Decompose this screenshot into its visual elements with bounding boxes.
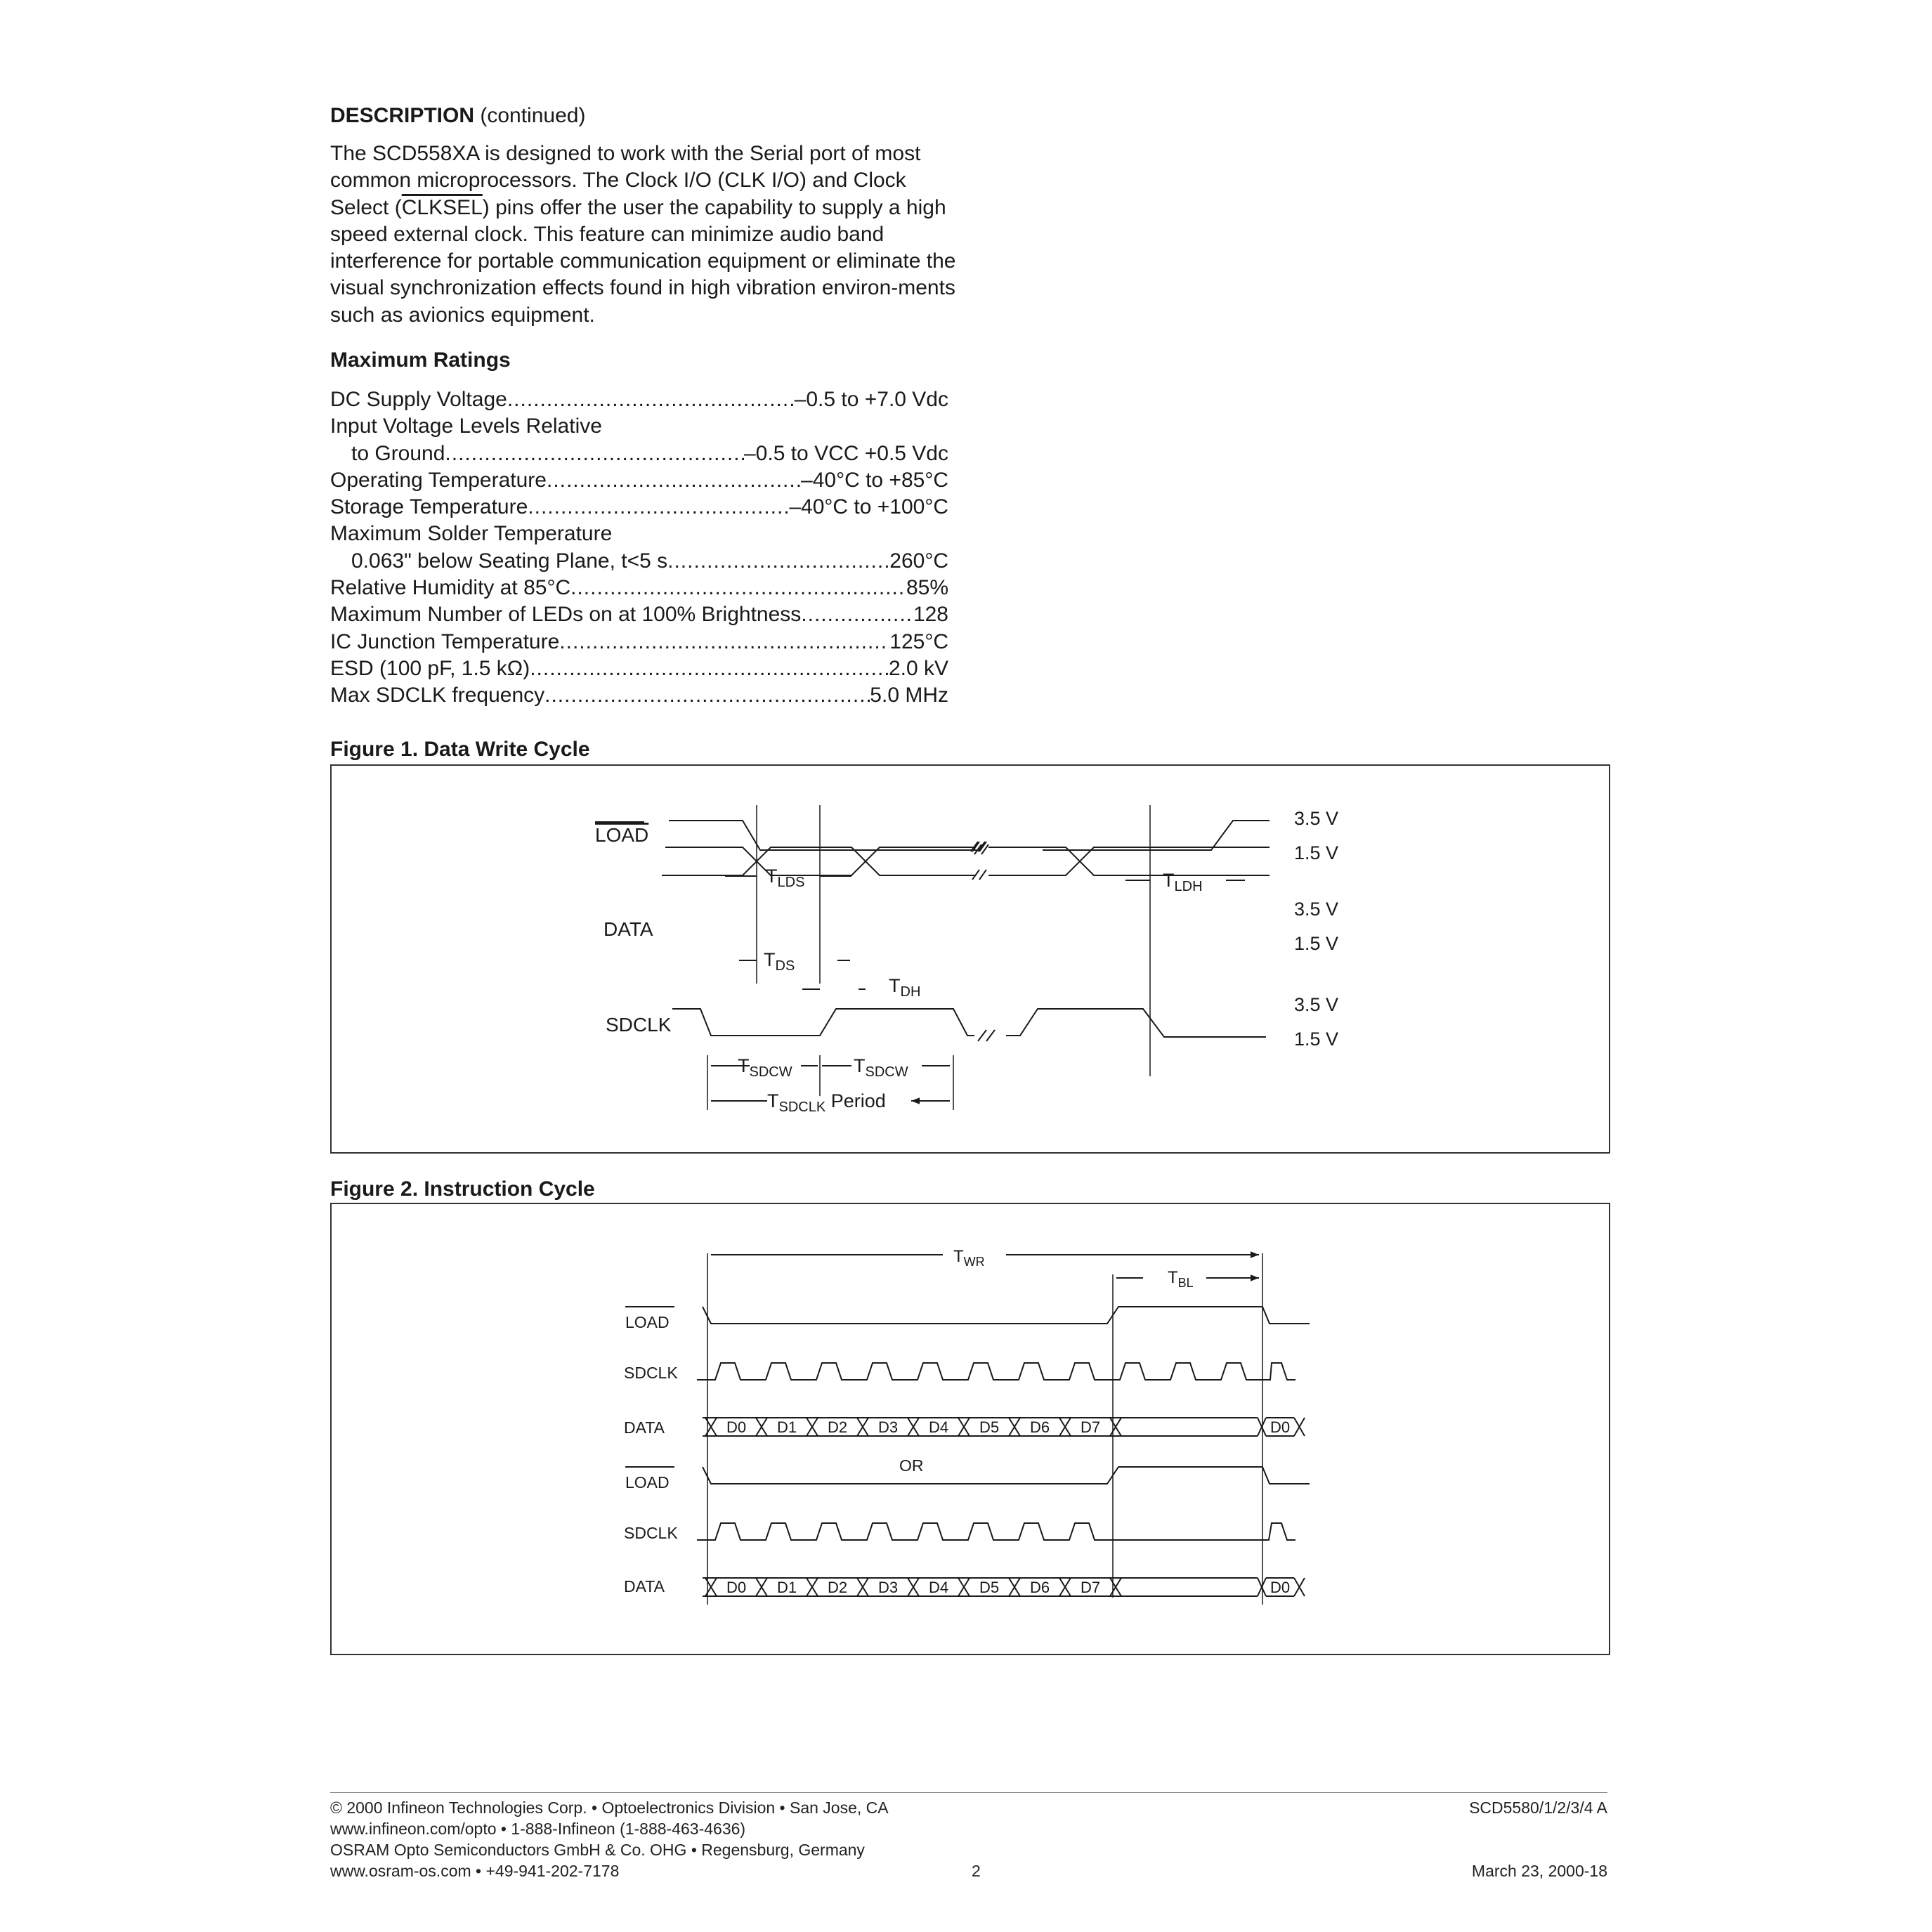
rating-row xyxy=(330,386,948,413)
twr-label: $T_{WR}$ xyxy=(953,1247,985,1269)
data-row-2-crossing xyxy=(1110,1578,1121,1596)
rating-value: 260°C xyxy=(889,549,948,573)
data-row-1-bit: D4 xyxy=(928,1418,949,1436)
rating-row xyxy=(330,655,948,682)
data-row-2-bit: D5 xyxy=(979,1579,1000,1596)
leader-dots xyxy=(547,467,801,494)
clksel-signal: CLKSEL xyxy=(401,195,483,219)
leader-dots xyxy=(528,494,789,521)
leader-dots xyxy=(570,575,906,601)
max-ratings-list xyxy=(330,386,948,710)
fig1-sdclk-high: 3.5 V xyxy=(1294,994,1339,1015)
footer-line-4: www.osram-os.com • +49-941-202-7178 xyxy=(330,1862,620,1880)
rating-row xyxy=(330,601,948,628)
data-row-2-crossing xyxy=(807,1578,818,1596)
fig2-sdclk-label-2: SDCLK xyxy=(624,1524,678,1542)
rating-label: Storage Temperature xyxy=(330,495,528,519)
data-row-1-crossing xyxy=(807,1418,818,1436)
data-row-2-bit: D0 xyxy=(726,1579,747,1596)
fig2-sdclk-label-1: SDCLK xyxy=(624,1364,678,1382)
footer-line-3: OSRAM Opto Semiconductors GmbH & Co. OHG • Regensburg, Germany xyxy=(330,1841,865,1859)
rating-row xyxy=(330,629,948,655)
fig1-data-low: 1.5 V xyxy=(1294,933,1339,954)
rating-label: ESD (100 pF, 1.5 kΩ) xyxy=(330,656,530,680)
data-row-1-bit: D1 xyxy=(776,1418,797,1436)
document-id: SCD5580/1/2/3/4 A xyxy=(1469,1799,1607,1817)
fig1-sdclk-low: 1.5 V xyxy=(1294,1029,1339,1050)
leader-dots xyxy=(445,440,744,467)
data-row-2-bit: D1 xyxy=(776,1579,797,1596)
rating-value: 5.0 MHz xyxy=(870,684,948,707)
leader-dots xyxy=(530,655,889,682)
rating-value: 125°C xyxy=(889,629,948,653)
rating-label: Maximum Solder Temperature xyxy=(330,522,613,546)
load-waveform-2 xyxy=(703,1467,1310,1484)
fig2-load-label-1: LOAD xyxy=(625,1313,670,1331)
footer-line-2: www.infineon.com/opto • 1-888-Infineon (1-888-463-4636) xyxy=(330,1820,746,1838)
max-ratings-heading: Maximum Ratings xyxy=(330,348,511,372)
data-row-2-crossing xyxy=(1059,1578,1071,1596)
data-waveform xyxy=(662,847,1269,875)
rating-row xyxy=(330,467,948,494)
leader-dots xyxy=(507,386,795,413)
footer-rule xyxy=(330,1792,1607,1793)
load-waveform xyxy=(669,821,1269,850)
rating-label: to Ground xyxy=(351,441,445,465)
rating-row xyxy=(330,440,948,467)
rating-value: 85% xyxy=(906,576,948,600)
rating-row xyxy=(330,521,948,547)
figure2-timing-diagram xyxy=(332,1204,1609,1654)
load-waveform-1 xyxy=(703,1307,1310,1324)
fig2-or-label: OR xyxy=(899,1456,924,1475)
figure1-caption: Figure 1. Data Write Cycle xyxy=(330,738,590,761)
rating-row xyxy=(330,682,948,709)
rating-label: Relative Humidity at 85°C xyxy=(330,576,571,600)
data-row-1-crossing xyxy=(1110,1418,1121,1436)
rating-label: Maximum Number of LEDs on at 100% Brightness xyxy=(330,603,802,627)
rating-row xyxy=(330,494,948,521)
data-row-1-crossing xyxy=(1059,1418,1071,1436)
tsdcw-label-2: $T_{SDCW}$ xyxy=(854,1055,908,1080)
data-row-2-bit: D4 xyxy=(928,1579,949,1596)
description-text-1: The SCD558XA is designed to work with the Serial port of most common microprocessors. The Clock I/O (CLK I/O) and Clock Select ( xyxy=(330,142,921,219)
data-row-2-crossing xyxy=(756,1578,767,1596)
data-row-1-crossing xyxy=(908,1418,919,1436)
rating-value: –40°C to +85°C xyxy=(801,468,948,492)
description-heading-bold: DESCRIPTION xyxy=(330,104,475,127)
figure1-timing-diagram xyxy=(332,766,1609,1152)
rating-value: 2.0 kV xyxy=(888,656,948,680)
document-date: March 23, 2000-18 xyxy=(1471,1862,1607,1880)
data-row-2-bit: D7 xyxy=(1080,1579,1101,1596)
rating-value: 128 xyxy=(913,603,948,627)
tdh-label: $T_{DH}$ xyxy=(889,975,921,1000)
tbl-label: $T_{BL}$ xyxy=(1168,1268,1194,1290)
footer-left xyxy=(330,1797,889,1881)
data-row-2-bit: D3 xyxy=(877,1579,899,1596)
fig1-data-high: 3.5 V xyxy=(1294,899,1339,920)
description-heading-rest: (continued) xyxy=(474,104,586,127)
rating-value: –0.5 to +7.0 Vdc xyxy=(794,388,948,411)
data-row-1-crossing xyxy=(1009,1418,1020,1436)
rating-row xyxy=(330,548,948,575)
rating-row xyxy=(330,413,948,440)
fig1-load-low: 1.5 V xyxy=(1294,842,1339,863)
figure2-caption: Figure 2. Instruction Cycle xyxy=(330,1177,595,1201)
description-text-2: ) pins offer the user the capability to supply a high speed external clock. This feature can minimize audio band interference for portable communication equipment or eliminate the visual synchronization effects found in high vibration environ-ments such as avionics equipment. xyxy=(330,195,956,327)
data-row-2-bit: D2 xyxy=(827,1579,848,1596)
leader-dots xyxy=(544,682,870,709)
data-row-1-next-bit: D0 xyxy=(1269,1418,1291,1436)
tds-label: $T_{DS}$ xyxy=(764,949,795,974)
figure1-box xyxy=(330,764,1610,1154)
rating-label: IC Junction Temperature xyxy=(330,629,560,653)
tlds-label: $T_{LDS}$ xyxy=(766,866,805,890)
data-row-1-crossing xyxy=(958,1418,970,1436)
figure2-box xyxy=(330,1203,1610,1655)
fig1-load-label: LOAD xyxy=(595,824,649,846)
rating-label: Operating Temperature xyxy=(330,468,547,492)
sdclk-waveform-1 xyxy=(697,1363,1295,1380)
rating-value: –0.5 to VCC +0.5 Vdc xyxy=(743,441,948,465)
data-row-1-bit: D6 xyxy=(1029,1418,1050,1436)
footer-line-1: © 2000 Infineon Technologies Corp. • Optoelectronics Division • San Jose, CA xyxy=(330,1799,889,1817)
page-number: 2 xyxy=(972,1862,981,1880)
fig2-data-label-2: DATA xyxy=(624,1577,665,1595)
data-row-1-bit: D0 xyxy=(726,1418,747,1436)
fig1-load-high: 3.5 V xyxy=(1294,808,1339,829)
data-row-1-bit: D5 xyxy=(979,1418,1000,1436)
data-row-1-bit: D2 xyxy=(827,1418,848,1436)
rating-label: Input Voltage Levels Relative xyxy=(330,415,602,438)
data-row-2-next-bit: D0 xyxy=(1269,1579,1291,1596)
data-row-2-crossing xyxy=(857,1578,868,1596)
data-row-2-crossing xyxy=(958,1578,970,1596)
data-row-1-bit: D7 xyxy=(1080,1418,1101,1436)
leader-dots xyxy=(559,629,889,655)
data-row-2-crossing xyxy=(1009,1578,1020,1596)
tsdcw-label-1: $T_{SDCW}$ xyxy=(738,1055,792,1080)
rating-value: –40°C to +100°C xyxy=(789,495,948,519)
fig2-data-label-1: DATA xyxy=(624,1418,665,1437)
sdclk-waveform xyxy=(672,1009,1266,1037)
rating-label: 0.063" below Seating Plane, t<5 s xyxy=(351,549,668,573)
tsdclk-period-label: $T_{SDCLK}$ Period xyxy=(767,1090,886,1115)
sdclk-waveform-2 xyxy=(697,1523,1295,1540)
data-row-2-crossing xyxy=(908,1578,919,1596)
fig2-load-label-2: LOAD xyxy=(625,1473,670,1492)
fig1-sdclk-label: SDCLK xyxy=(606,1014,672,1036)
rating-label: Max SDCLK frequency xyxy=(330,684,545,707)
description-paragraph xyxy=(330,141,962,329)
data-row-1-bit: D3 xyxy=(877,1418,899,1436)
data-row-1-crossing xyxy=(857,1418,868,1436)
leader-dots xyxy=(801,601,913,628)
data-row-2-bit: D6 xyxy=(1029,1579,1050,1596)
leader-dots xyxy=(667,548,889,575)
rating-label: DC Supply Voltage xyxy=(330,388,507,411)
tldh-label: $T_{LDH}$ xyxy=(1163,870,1203,894)
description-heading xyxy=(330,104,585,128)
rating-row xyxy=(330,575,948,601)
data-row-1-crossing xyxy=(756,1418,767,1436)
fig1-data-label: DATA xyxy=(603,918,653,940)
break-marks xyxy=(971,842,995,1041)
